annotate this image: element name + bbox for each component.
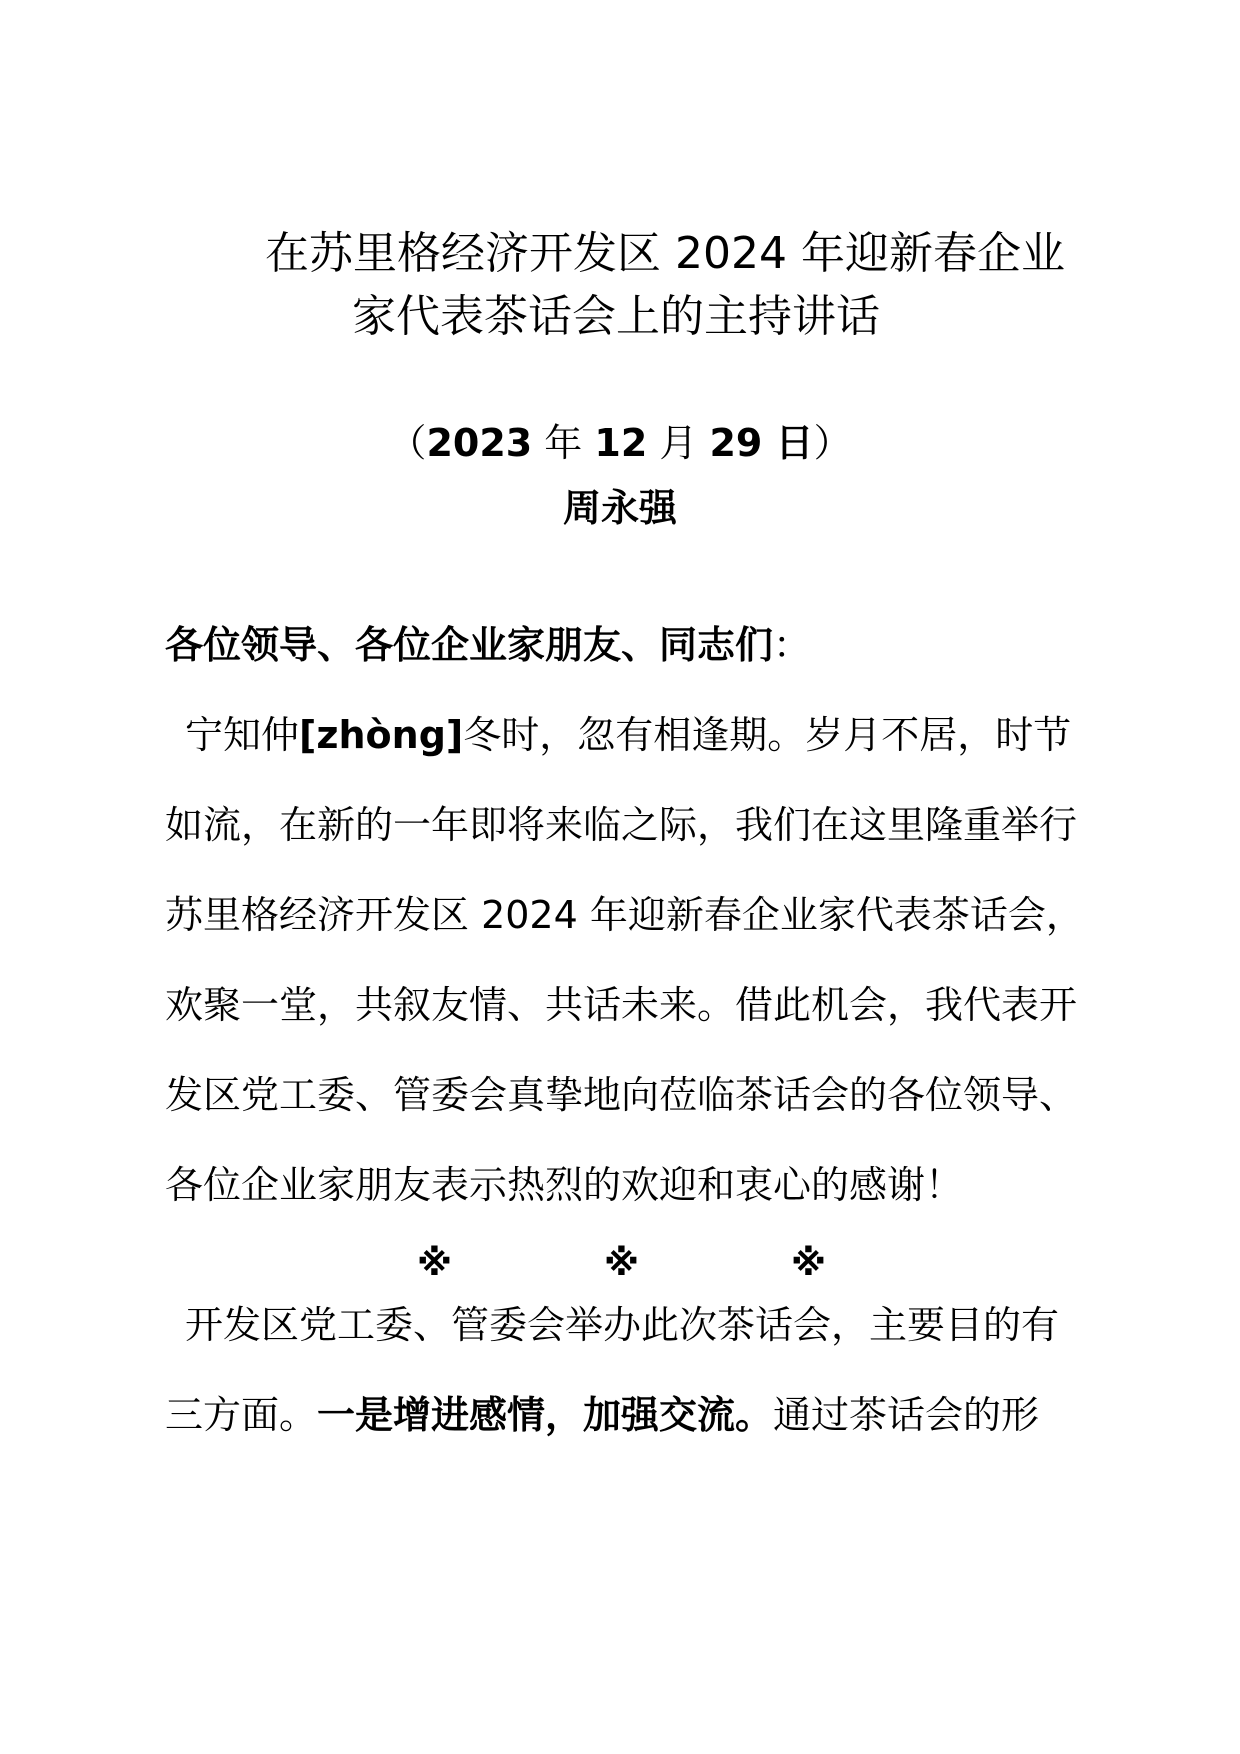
para1-line1-end: 冬时，忽有相逢期。岁月不居，时节 [463, 713, 1072, 757]
date-line [0, 419, 1240, 467]
title-line-1: 在苏里格经济开发区 2024 年迎新春企业 [265, 228, 1065, 279]
separator-mark-2: ※ [604, 1243, 639, 1284]
para2-line-2 [165, 1391, 1039, 1439]
para1-line-3: 苏里格经济开发区 2024 年迎新春企业家代表茶话会， [165, 893, 1084, 937]
author-name: 周永强 [562, 486, 677, 530]
date-day: 29 日 [709, 421, 814, 465]
para2-line2-end: 通过茶话会的形 [773, 1393, 1040, 1437]
para1-line-5: 发区党工委、管委会真挚地向莅临茶话会的各位领导、 [165, 1073, 1078, 1117]
date-month: 12 [594, 421, 648, 465]
salutation [165, 621, 811, 669]
para2-emphasis: 一是增进感情，加强交流。 [317, 1393, 774, 1437]
separator-mark-3: ※ [791, 1243, 826, 1284]
title-line-2: 家代表茶话会上的主持讲话 [352, 291, 880, 342]
separator-mark-1: ※ [417, 1243, 452, 1284]
date-year-unit: 年 [532, 421, 595, 465]
para2-line2-start: 三方面。 [165, 1393, 318, 1437]
date-close-paren: ） [813, 421, 852, 465]
salutation-text: 各位领导、各位企业家朋友、同志们 [165, 623, 774, 667]
date-open-paren: （ [388, 421, 427, 465]
para1-line1-start: 宁知仲 [185, 713, 300, 757]
para1-line-4: 欢聚一堂，共叙友情、共话未来。借此机会，我代表开 [165, 983, 1078, 1027]
para1-line-1 [185, 711, 1071, 759]
salutation-colon: ： [773, 623, 812, 667]
para1-line-2: 如流，在新的一年即将来临之际，我们在这里隆重举行 [165, 803, 1078, 847]
date-year: 2023 [426, 421, 533, 465]
para1-line-6: 各位企业家朋友表示热烈的欢迎和衷心的感谢！ [165, 1163, 964, 1207]
date-month-unit: 月 [647, 421, 710, 465]
pinyin-annotation: [zhòng] [299, 713, 464, 757]
para2-line-1: 开发区党工委、管委会举办此次茶话会，主要目的有 [185, 1303, 1060, 1347]
